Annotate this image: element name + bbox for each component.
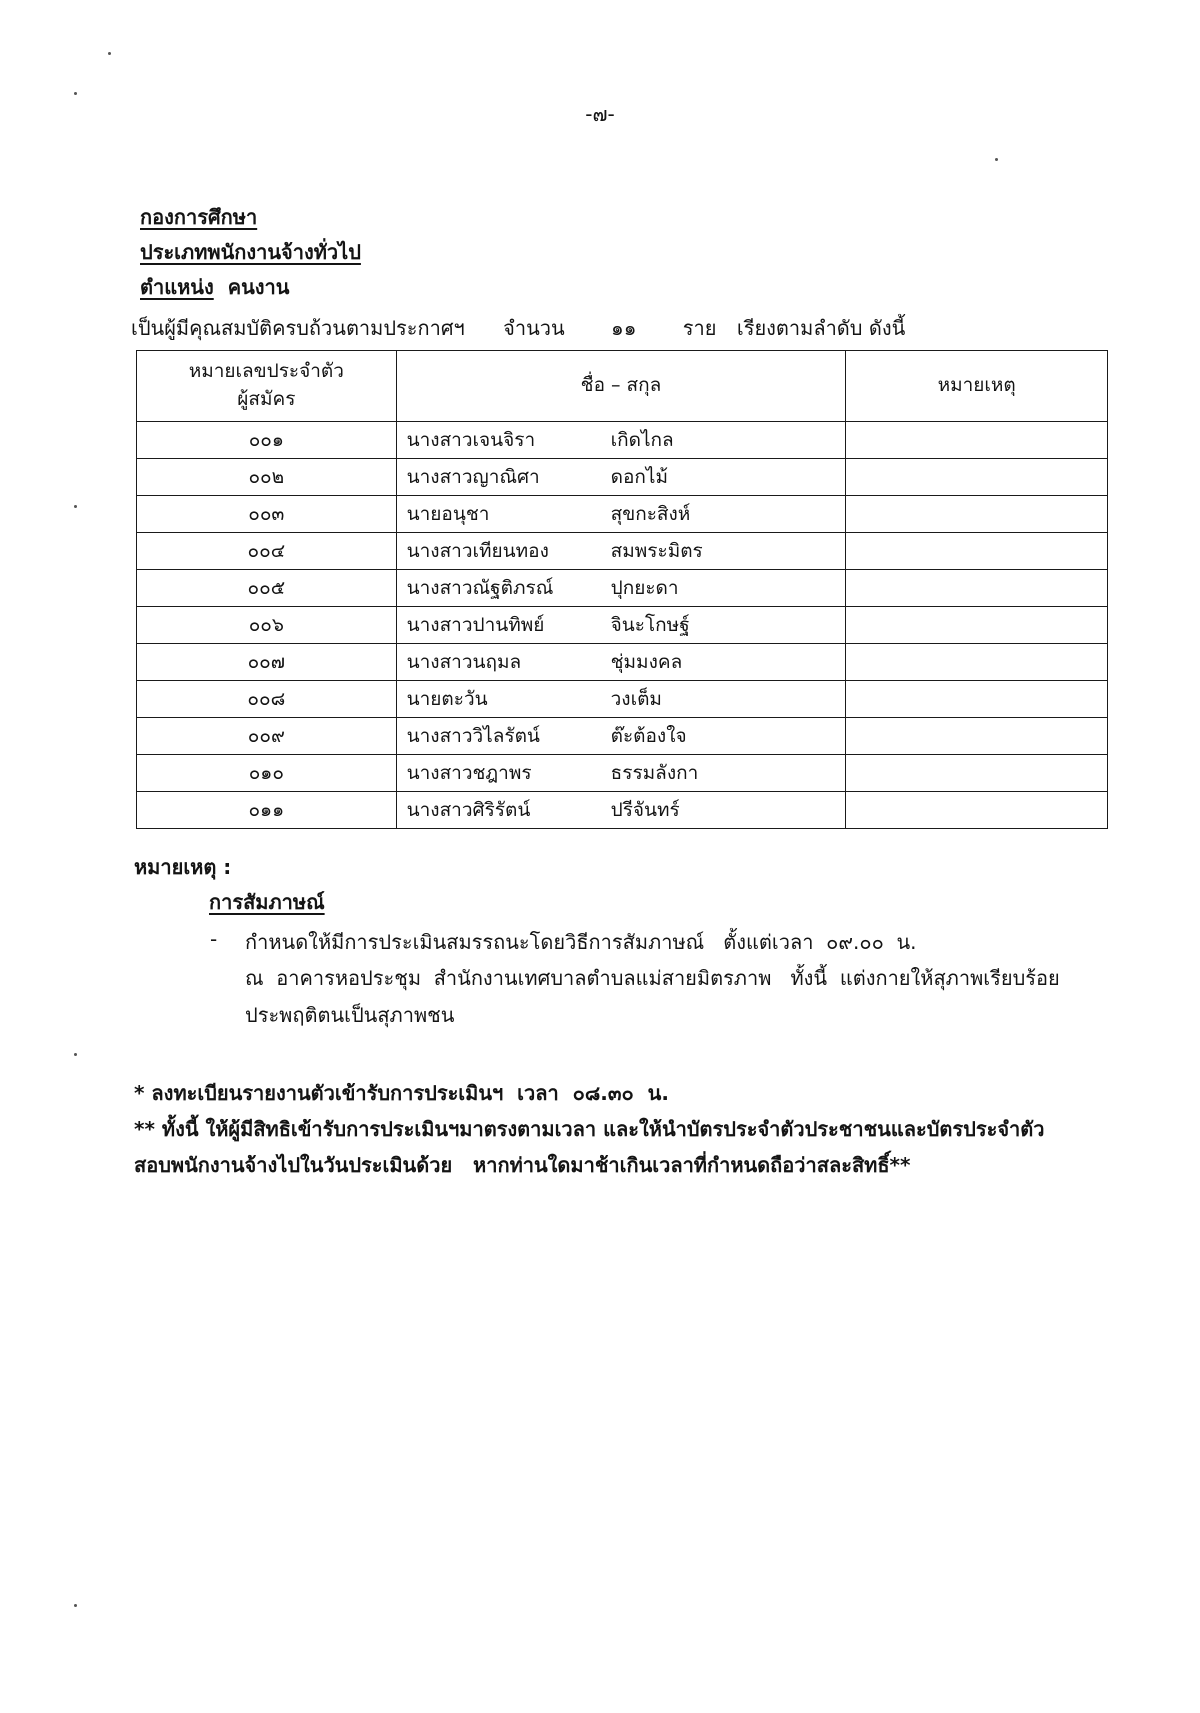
applicant-last-name: สมพระมิตร [610,540,703,562]
table-row [137,755,1108,792]
applicant-first-name: นายตะวัน [406,688,488,710]
interview-details [245,924,1105,1033]
table-row [137,681,1108,718]
employee-type-heading: ประเภทพนักงานจ้างทั่วไป [140,240,361,264]
header-applicant-no-line2: ผู้สมัคร [237,388,296,410]
applicant-remark [846,496,1108,533]
order-text: เรียงตามลำดับ ดังนี้ [736,316,906,340]
applicant-number: ๐๐๒ [137,459,397,496]
scan-speck [74,92,77,95]
applicant-first-name: นางสาวณัฐติภรณ์ [406,577,554,599]
footer-notes [134,1075,1114,1183]
count-label: จำนวน [503,316,565,340]
applicant-first-name: นางสาวชฎาพร [406,762,532,784]
applicant-remark [846,533,1108,570]
page-number: -๗- [585,102,615,126]
scan-speck [108,52,111,55]
header-name: ชื่อ – สกุล [396,351,846,422]
applicant-name [396,496,846,533]
scan-speck [74,1604,77,1607]
applicant-name [396,755,846,792]
position-value: คนงาน [227,275,290,299]
applicant-number: ๐๐๔ [137,533,397,570]
applicant-last-name: สุขกะสิงห์ [610,503,691,525]
applicant-name [396,792,846,829]
interview-line-1: กำหนดให้มีการประเมินสมรรถนะโดยวิธีการสัมภาษณ์ ตั้งแต่เวลา ๐๙.๐๐ น. [245,930,917,954]
applicant-number: ๐๑๑ [137,792,397,829]
applicant-last-name: วงเต็ม [610,688,662,710]
applicant-last-name: ต๊ะต้องใจ [610,725,687,747]
applicant-first-name: นางสาวปานทิพย์ [406,614,545,636]
table-row [137,644,1108,681]
applicant-number: ๐๐๑ [137,422,397,459]
interview-bullet-dash: - [210,927,218,951]
header-applicant-no [137,351,397,422]
applicant-remark [846,422,1108,459]
scan-speck [74,1053,77,1056]
applicant-name [396,533,846,570]
applicant-last-name: ชุ่มมงคล [610,651,683,673]
applicant-number: ๐๐๘ [137,681,397,718]
applicant-last-name: เกิดไกล [610,429,674,451]
applicant-first-name: นางสาวศิริรัตน์ [406,799,531,821]
applicant-remark [846,792,1108,829]
applicant-remark [846,681,1108,718]
applicant-name [396,681,846,718]
applicant-name [396,718,846,755]
applicant-name [396,607,846,644]
applicant-first-name: นางสาวญาณิศา [406,466,540,488]
applicant-remark [846,570,1108,607]
applicant-last-name: ธรรมลังกา [610,762,699,784]
rights-note-line-1: ** ทั้งนี้ ให้ผู้มีสิทธิเข้ารับการประเมินฯมาตรงตามเวลา และให้นำบัตรประจำตัวประชาชนและบัตรประจำตัว [134,1117,1045,1141]
heading-block [140,200,361,305]
applicant-number: ๐๐๙ [137,718,397,755]
applicant-remark [846,644,1108,681]
applicant-last-name: ปุกยะดา [610,577,679,599]
table-row [137,533,1108,570]
division-heading: กองการศึกษา [140,205,258,229]
table-row [137,792,1108,829]
table-row [137,496,1108,533]
scan-speck [995,158,998,161]
table-row [137,422,1108,459]
table-header-row [137,351,1108,422]
count-value: ๑๑ [611,316,637,340]
rights-note-line-2: สอบพนักงานจ้างไปในวันประเมินด้วย หากท่านใดมาช้าเกินเวลาที่กำหนดถือว่าสละสิทธิ์** [134,1153,911,1177]
position-line [140,270,361,305]
table-row [137,570,1108,607]
count-unit: ราย [682,316,717,340]
applicant-name [396,570,846,607]
interview-line-2: ณ อาคารหอประชุม สำนักงานเทศบาลตำบลแม่สายมิตรภาพ ทั้งนี้ แต่งกายให้สุภาพเรียบร้อย [245,966,1060,991]
applicant-number: ๐๐๕ [137,570,397,607]
applicant-last-name: ปรีจันทร์ [610,799,680,821]
intro-line [131,312,905,344]
applicant-last-name: ดอกไม้ [610,466,668,488]
table-row [137,718,1108,755]
applicant-last-name: จินะโกษฐ์ [610,614,690,636]
interview-title: การสัมภาษณ์ [209,890,325,914]
applicant-number: ๐๐๗ [137,644,397,681]
table-row [137,459,1108,496]
applicant-name [396,422,846,459]
registration-note: * ลงทะเบียนรายงานตัวเข้ารับการประเมินฯ เวลา ๐๘.๓๐ น. [134,1081,669,1105]
remarks-label: หมายเหตุ : [134,855,232,879]
table-row [137,607,1108,644]
position-label: ตำแหน่ง [140,275,214,299]
applicant-remark [846,718,1108,755]
applicant-number: ๐๐๓ [137,496,397,533]
applicant-name [396,644,846,681]
applicant-remark [846,459,1108,496]
applicant-number: ๐๐๖ [137,607,397,644]
applicant-first-name: นายอนุชา [406,503,490,525]
scan-speck [74,505,77,508]
applicants-table [136,350,1108,829]
header-applicant-no-line1: หมายเลขประจำตัว [188,360,344,383]
intro-text: เป็นผู้มีคุณสมบัติครบถ้วนตามประกาศฯ [131,316,465,340]
applicant-remark [846,607,1108,644]
applicant-name [396,459,846,496]
header-remark: หมายเหตุ [846,351,1108,422]
applicant-remark [846,755,1108,792]
applicant-first-name: นางสาววิไลรัตน์ [406,725,540,747]
applicant-number: ๐๑๐ [137,755,397,792]
applicant-first-name: นางสาวนฤมล [406,651,522,673]
interview-line-3: ประพฤติตนเป็นสุภาพชน [245,1002,455,1027]
applicant-first-name: นางสาวเทียนทอง [406,540,549,562]
applicant-first-name: นางสาวเจนจิรา [406,429,536,451]
